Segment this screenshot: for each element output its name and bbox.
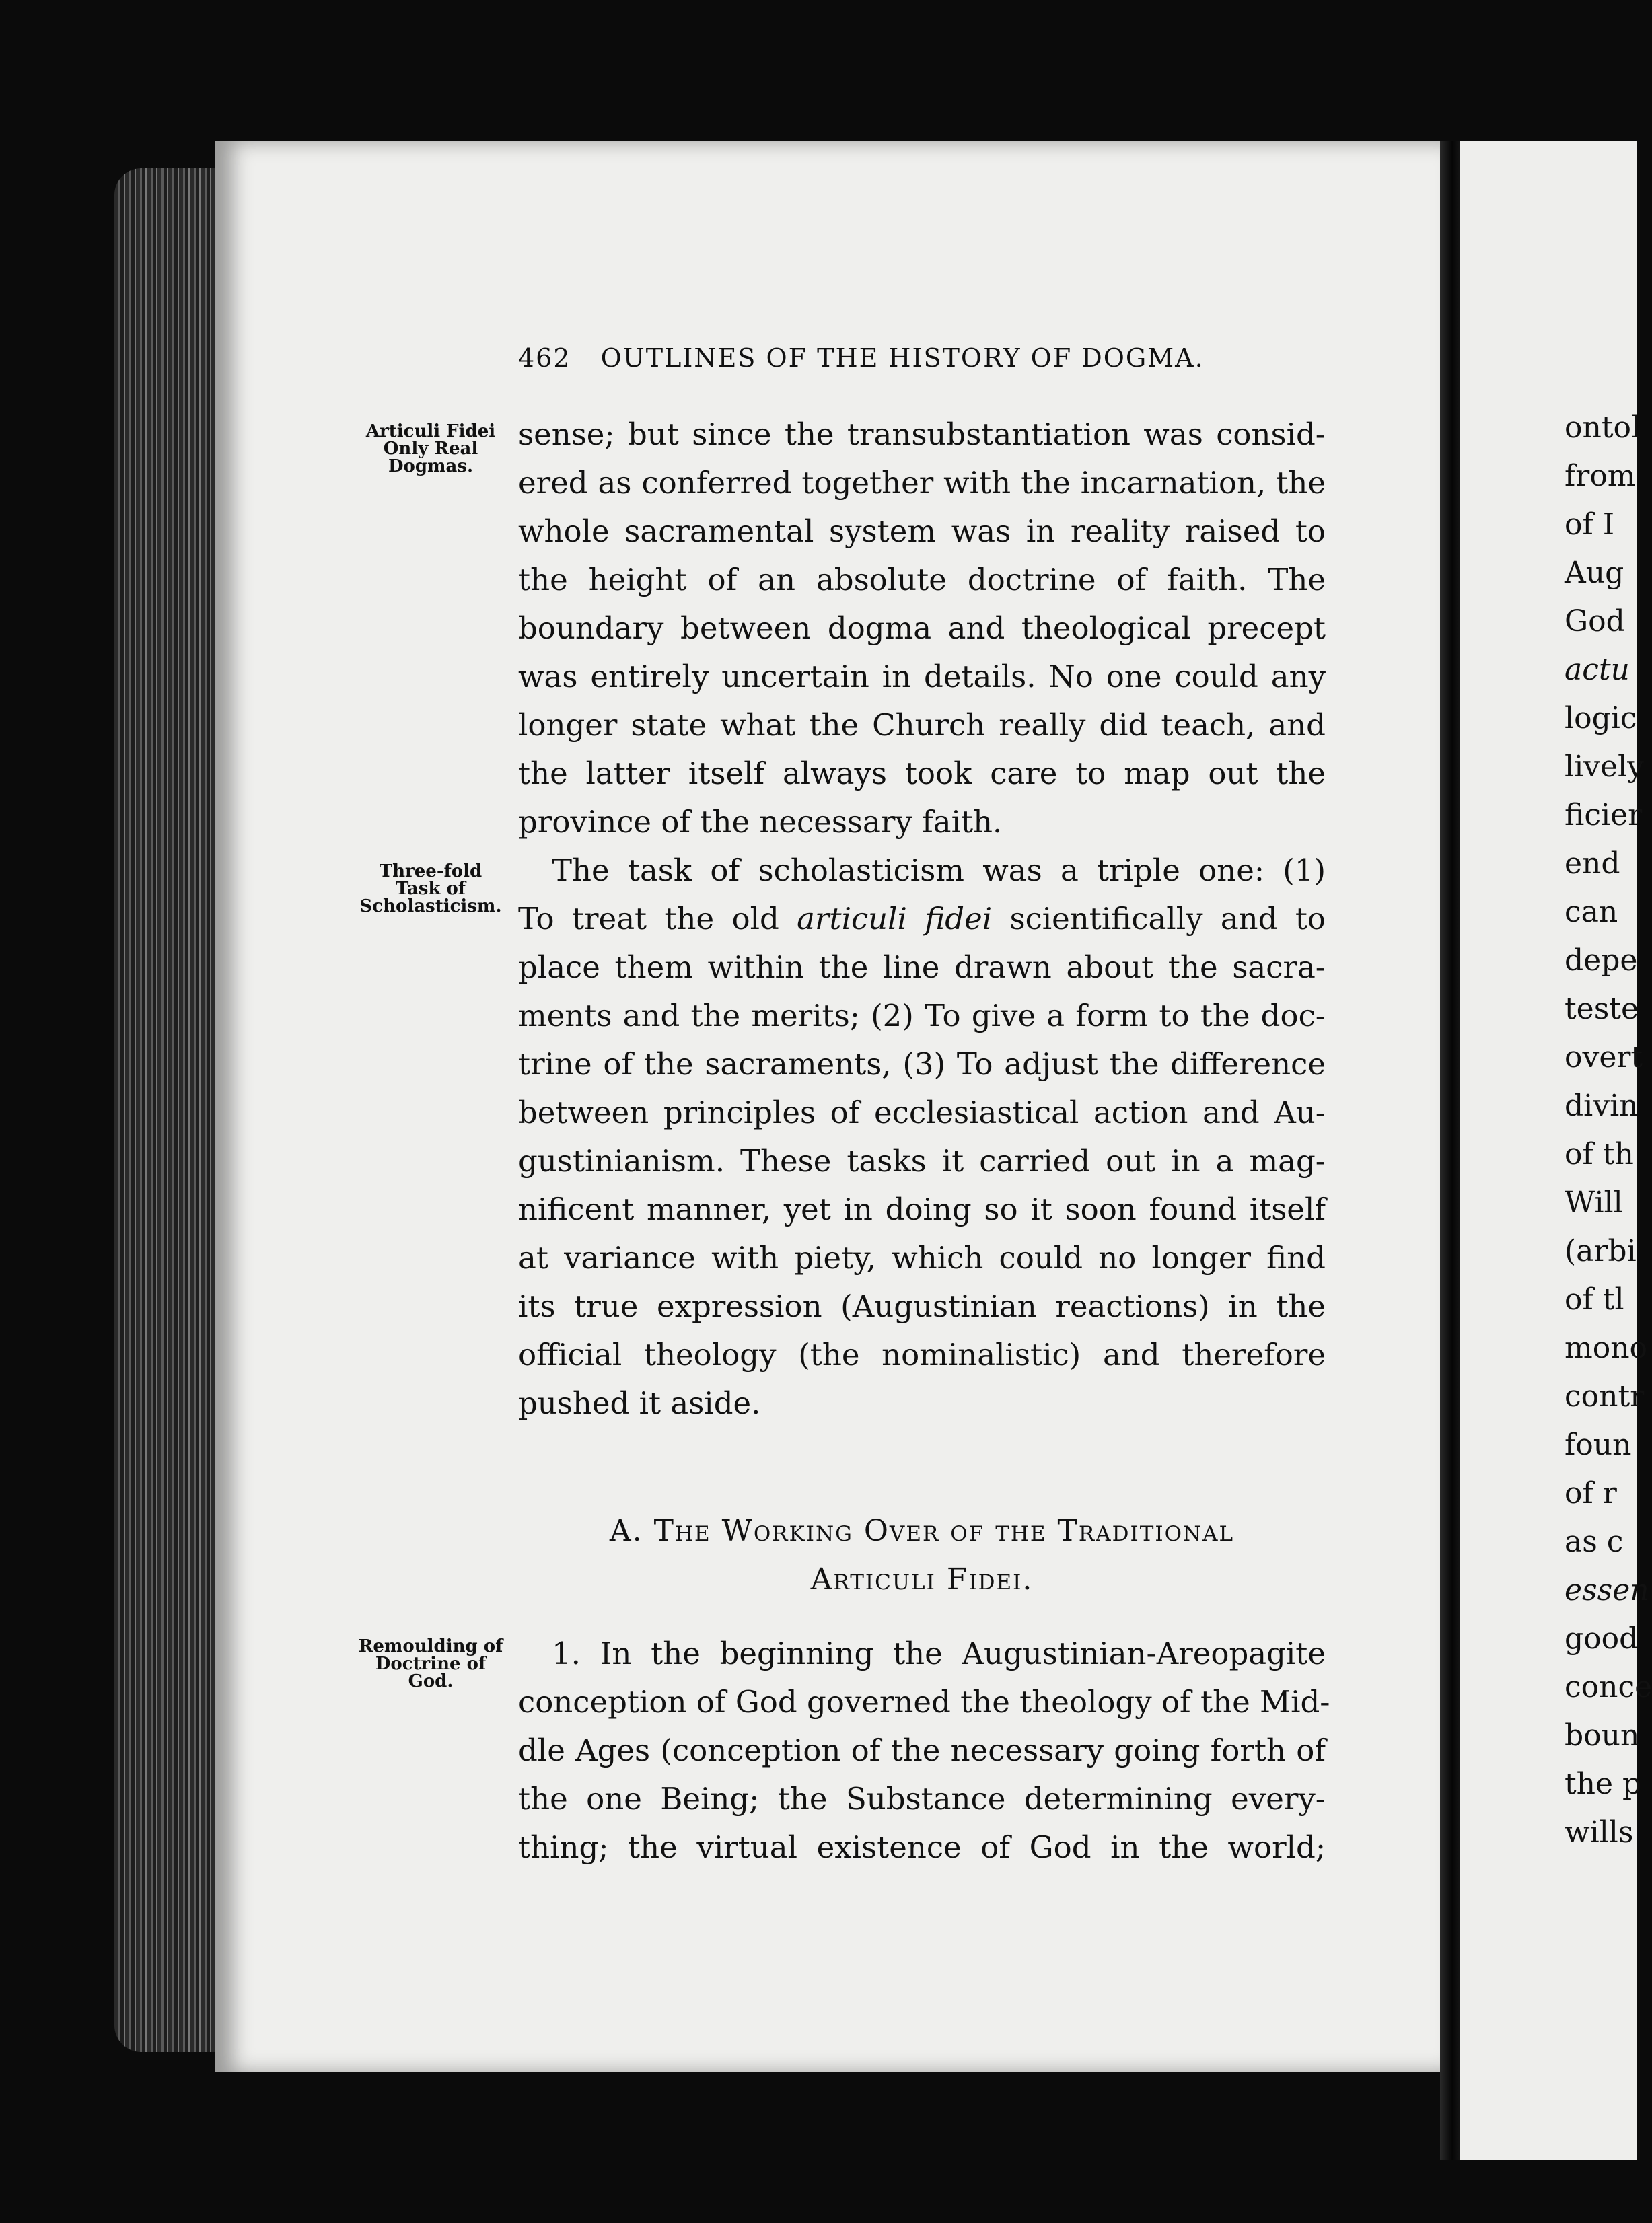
book-edge: [114, 168, 222, 2052]
section-heading: [518, 1507, 1326, 1604]
text-line: the height of an absolute doctrine of faith. The: [518, 562, 1326, 597]
right-line: depe: [1565, 943, 1638, 978]
text-line: its true expression (Augustinian reactions) in the: [518, 1288, 1326, 1324]
right-line: logic: [1565, 701, 1637, 735]
text-line: was entirely uncertain in details. No one could any: [518, 659, 1326, 694]
right-line: teste: [1565, 992, 1639, 1026]
right-line: as c: [1565, 1525, 1624, 1559]
text-line: place them within the line drawn about the sacra-: [518, 949, 1326, 985]
page-number: 462: [518, 343, 571, 373]
running-head: [518, 343, 1305, 373]
right-line: God: [1565, 604, 1625, 639]
text-line: ments and the merits; (2) To give a form to the doc-: [518, 998, 1326, 1033]
text-line: ered as conferred together with the incarnation, the: [518, 465, 1326, 501]
text-line: To treat the old articuli fidei scientifically and to: [518, 901, 1326, 937]
text-line: at variance with piety, which could no longer find: [518, 1240, 1326, 1276]
right-line: essen: [1565, 1573, 1649, 1607]
running-title: OUTLINES OF THE HISTORY OF DOGMA.: [600, 343, 1205, 373]
text-line: the one Being; the Substance determining every-: [518, 1781, 1326, 1817]
paragraph-3: [518, 1630, 1330, 1872]
right-line: wills: [1565, 1815, 1634, 1850]
text-line: longer state what the Church really did teach, and: [518, 707, 1326, 743]
right-line: mono: [1565, 1331, 1648, 1365]
text-line: conception of God governed the theology of the Mid-: [518, 1684, 1330, 1720]
right-line: the p: [1565, 1767, 1642, 1801]
right-line: ontol: [1565, 410, 1641, 445]
sidenote-articuli-fidei: Articuli Fidei Only Real Dogmas.: [365, 421, 496, 476]
right-page-text: [1565, 404, 1652, 1857]
sidenote-threefold-task: Three-fold Task of Scholasticism.: [359, 861, 502, 916]
sidenote-remoulding: Remoulding of Doctrine of God.: [358, 1636, 503, 1691]
right-line: of I: [1565, 507, 1615, 542]
section-heading-line-1: A. The Working Over of the Traditional: [609, 1514, 1235, 1548]
text-line: official theology (the nominalistic) and therefore: [518, 1337, 1326, 1373]
right-line: conce: [1565, 1670, 1652, 1704]
right-line: end: [1565, 846, 1620, 881]
text-line: between principles of ecclesiastical action and Au-: [518, 1095, 1326, 1130]
text-line: pushed it aside.: [518, 1385, 761, 1421]
section-heading-line-2: Articuli Fidei.: [810, 1562, 1034, 1597]
right-line: of tl: [1565, 1282, 1624, 1317]
right-line: good: [1565, 1621, 1639, 1656]
right-line: from: [1565, 459, 1636, 493]
italic-term: articuli fidei: [797, 901, 993, 937]
text-line: trine of the sacraments, (3) To adjust the difference: [518, 1046, 1326, 1082]
book-gutter: [1440, 141, 1460, 2160]
right-line: overt: [1565, 1040, 1643, 1074]
right-line: foun: [1565, 1428, 1632, 1462]
text-line: sense; but since the transubstantiation was consid-: [518, 416, 1326, 452]
text-line: province of the necessary faith.: [518, 804, 1003, 840]
text-line: the latter itself always took care to map out the: [518, 756, 1326, 791]
right-line: contr: [1565, 1379, 1645, 1414]
text-line: boundary between dogma and theological precept: [518, 610, 1326, 646]
text-line: dle Ages (conception of the necessary going forth of: [518, 1733, 1326, 1768]
right-line: ficier: [1565, 798, 1643, 832]
text-line: 1. In the beginning the Augustinian-Areopagite: [552, 1636, 1326, 1671]
text-line: gustinianism. These tasks it carried out in a mag-: [518, 1143, 1326, 1179]
text-line: whole sacramental system was in reality raised to: [518, 513, 1326, 549]
right-line: Aug: [1565, 556, 1624, 590]
right-line: Will: [1565, 1186, 1623, 1220]
right-line: divin: [1565, 1089, 1639, 1123]
text-line: The task of scholasticism was a triple one: (1): [552, 852, 1326, 888]
right-line: boun: [1565, 1718, 1640, 1753]
text-line: thing; the virtual existence of God in the world;: [518, 1829, 1326, 1865]
right-line: of r: [1565, 1476, 1617, 1510]
right-line: actu: [1565, 653, 1630, 687]
text-line: nificent manner, yet in doing so it soon found itself: [518, 1192, 1326, 1227]
right-line: can: [1565, 895, 1618, 929]
right-line: lively: [1565, 750, 1644, 784]
paragraph-1: [518, 410, 1326, 846]
right-line: (arbi: [1565, 1234, 1637, 1268]
right-line: of th: [1565, 1137, 1634, 1171]
paragraph-2: [518, 846, 1326, 1428]
